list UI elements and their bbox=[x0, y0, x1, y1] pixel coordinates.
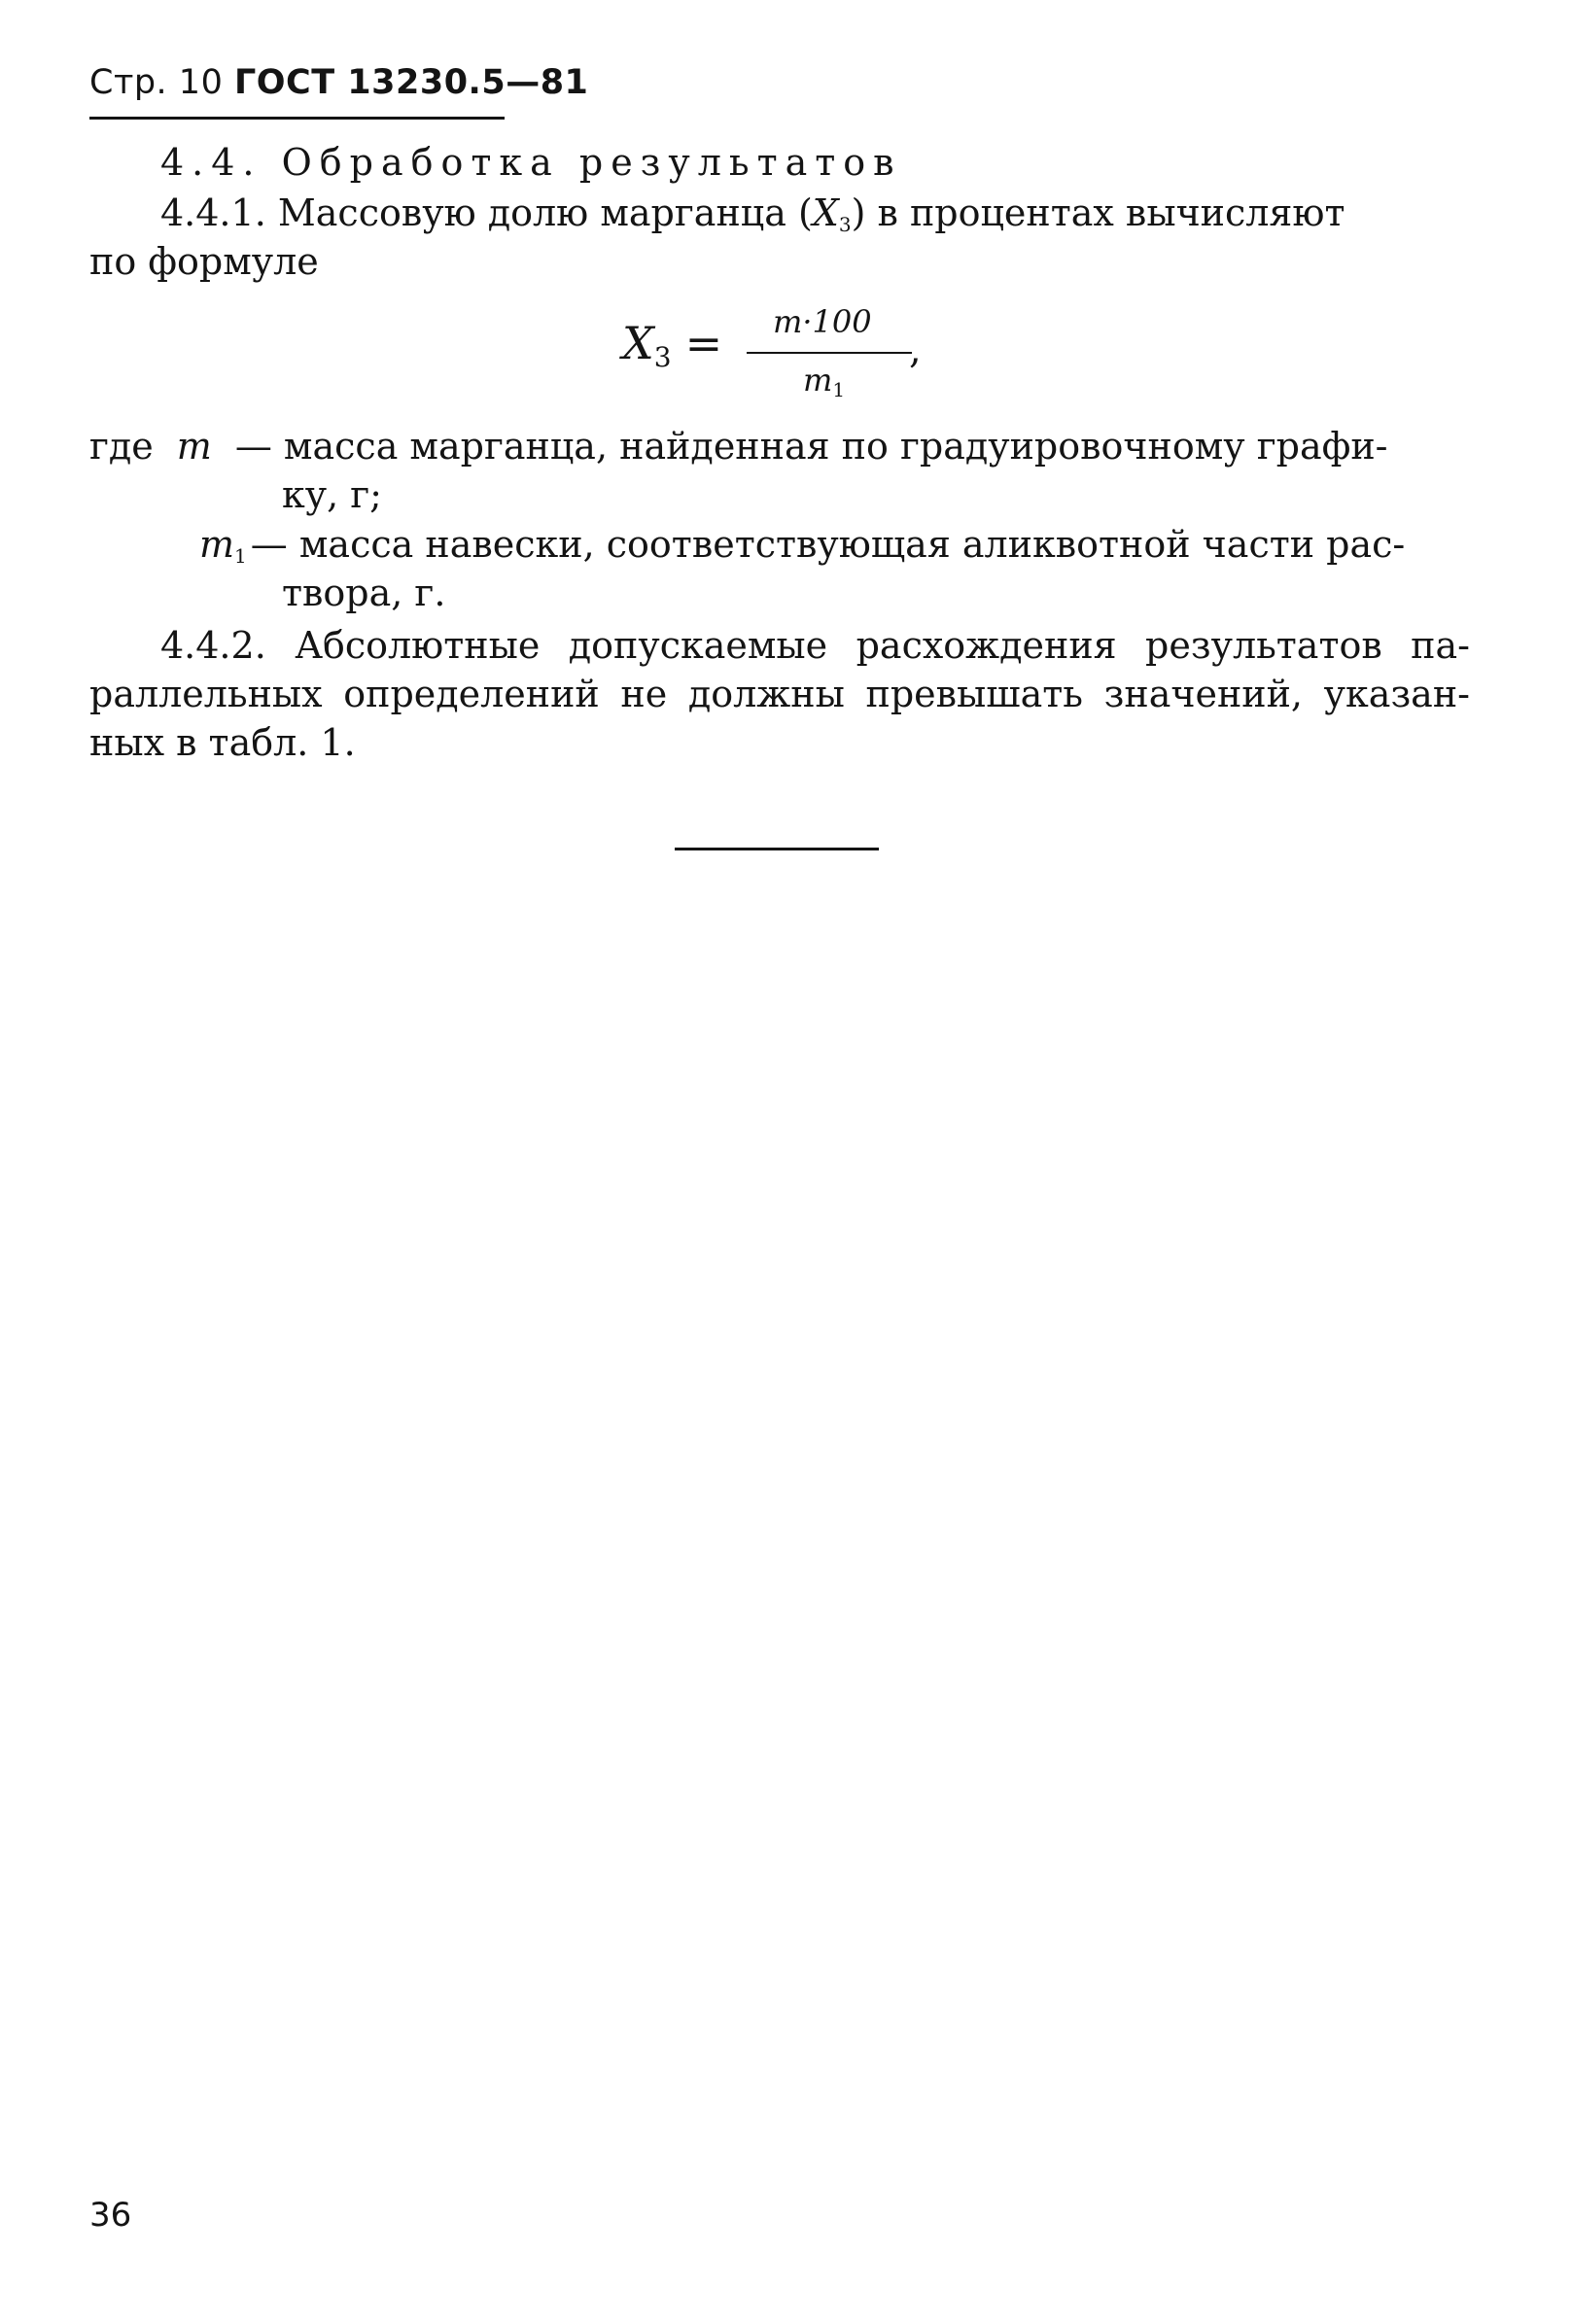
m1-symbol: m1 bbox=[199, 523, 247, 568]
running-header bbox=[89, 63, 589, 102]
paragraph-442-line-1: 4.4.2. Абсолютные допускаемые расхождения результатов па- bbox=[160, 624, 1470, 667]
definition-m1-line-2: твора, г. bbox=[282, 572, 446, 614]
where-label: где bbox=[89, 425, 154, 468]
m-symbol: m bbox=[176, 425, 212, 468]
header-page-label: Стр. 10 bbox=[89, 63, 224, 102]
p441-variable-sub: 3 bbox=[838, 213, 852, 236]
formula-denominator: $m_1$ bbox=[803, 362, 846, 401]
page-number: 36 bbox=[89, 2196, 132, 2235]
paragraph-441-line-1 bbox=[160, 191, 1470, 236]
paragraph-442-line-2: раллельных определений не должны превышать значений, указан- bbox=[89, 673, 1470, 715]
formula-fraction-bar bbox=[747, 352, 912, 354]
header-standard-number: ГОСТ 13230.5—81 bbox=[233, 63, 589, 102]
header-rule bbox=[89, 117, 505, 120]
m-definition-text: — масса марганца, найденная по градуировочному графи- bbox=[234, 425, 1388, 468]
formula-lhs: $X_3$ = bbox=[622, 317, 723, 373]
section-heading: 4.4. Обработка результатов bbox=[160, 141, 902, 184]
m1-definition-text: — масса навески, соответствующая аликвотной части рас- bbox=[250, 523, 1406, 566]
p441-text-a: 4.4.1. Массовую долю марганца (X3) в процентах вычисляют bbox=[160, 191, 1345, 236]
paragraph-441-line-2: по формуле bbox=[89, 240, 319, 283]
definition-m1-line-1 bbox=[199, 523, 1470, 568]
section-end-rule bbox=[675, 848, 879, 850]
p441-variable: X bbox=[812, 191, 839, 234]
paragraph-442-line-3: ных в табл. 1. bbox=[89, 721, 356, 764]
formula-numerator: m·100 bbox=[773, 303, 872, 340]
formula-comma: , bbox=[909, 328, 922, 372]
definition-m-line-2: ку, г; bbox=[282, 473, 382, 516]
definition-m-line-1 bbox=[89, 425, 1470, 468]
